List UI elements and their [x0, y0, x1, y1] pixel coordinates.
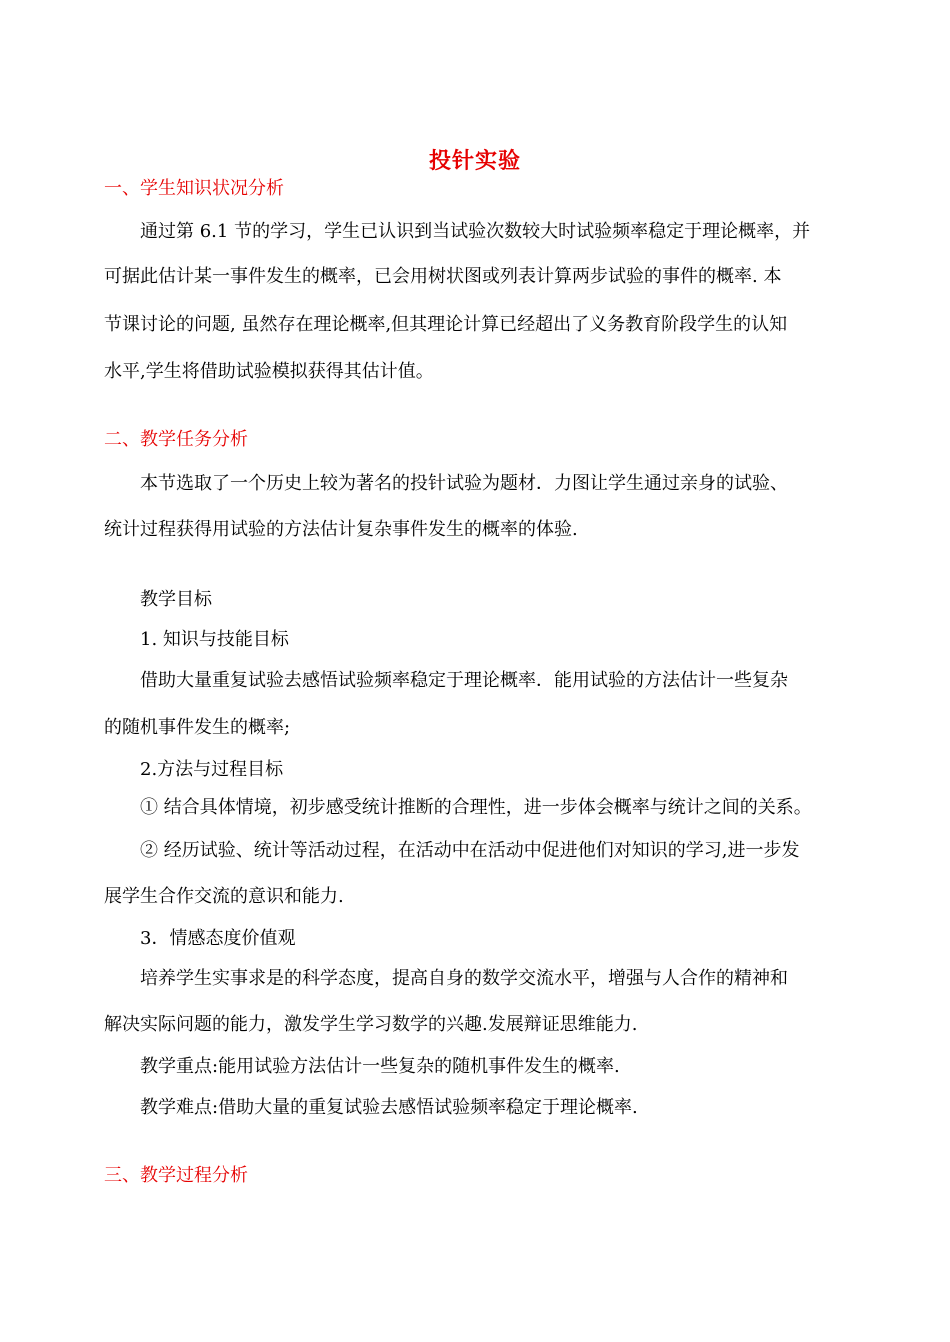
teaching-difficult-point: 教学难点:借助大量的重复试验去感悟试验频率稳定于理论概率. — [140, 1097, 638, 1118]
document-title: 投针实验 — [428, 148, 521, 174]
teaching-key-point: 教学重点:能用试验方法估计一些复杂的随机事件发生的概率. — [140, 1056, 620, 1077]
goals-heading: 教学目标 — [140, 589, 212, 610]
paragraph-line: 统计过程获得用试验的方法估计复杂事件发生的概率的体验. — [104, 519, 578, 540]
goal-item-3-title: 3．情感态度价值观 — [140, 928, 296, 949]
paragraph-line: 节课讨论的问题, 虽然存在理论概率,但其理论计算已经超出了义务教育阶段学生的认知 — [104, 314, 788, 335]
paragraph-line: ① 结合具体情境，初步感受统计推断的合理性，进一步体会概率与统计之间的关系。 — [140, 797, 812, 818]
paragraph-line: 培养学生实事求是的科学态度，提高自身的数学交流水平，增强与人合作的精神和 — [140, 968, 788, 989]
paragraph-line: 展学生合作交流的意识和能力. — [104, 886, 344, 907]
section-heading-2: 二、教学任务分析 — [104, 429, 248, 450]
paragraph-line: 的随机事件发生的概率; — [104, 717, 291, 738]
section-heading-3: 三、教学过程分析 — [104, 1165, 248, 1186]
paragraph-line: 借助大量重复试验去感悟试验频率稳定于理论概率．能用试验的方法估计一些复杂 — [140, 670, 788, 691]
paragraph-line: 水平,学生将借助试验模拟获得其估计值。 — [104, 361, 434, 382]
paragraph-line: 可据此估计某一事件发生的概率，已会用树状图或列表计算两步试验的事件的概率. 本 — [104, 266, 782, 287]
paragraph-line: ② 经历试验、统计等活动过程，在活动中在活动中促进他们对知识的学习,进一步发 — [140, 840, 800, 861]
section-heading-1: 一、学生知识状况分析 — [104, 178, 284, 199]
goal-item-1-title: 1. 知识与技能目标 — [140, 629, 289, 650]
paragraph-line: 本节选取了一个历史上较为著名的投针试验为题材．力图让学生通过亲身的试验、 — [140, 473, 788, 494]
goal-item-2-title: 2.方法与过程目标 — [140, 759, 284, 780]
paragraph-line: 解决实际问题的能力，激发学生学习数学的兴趣.发展辩证思维能力. — [104, 1014, 638, 1035]
paragraph-line: 通过第 6.1 节的学习，学生已认识到当试验次数较大时试验频率稳定于理论概率，并 — [140, 221, 811, 242]
